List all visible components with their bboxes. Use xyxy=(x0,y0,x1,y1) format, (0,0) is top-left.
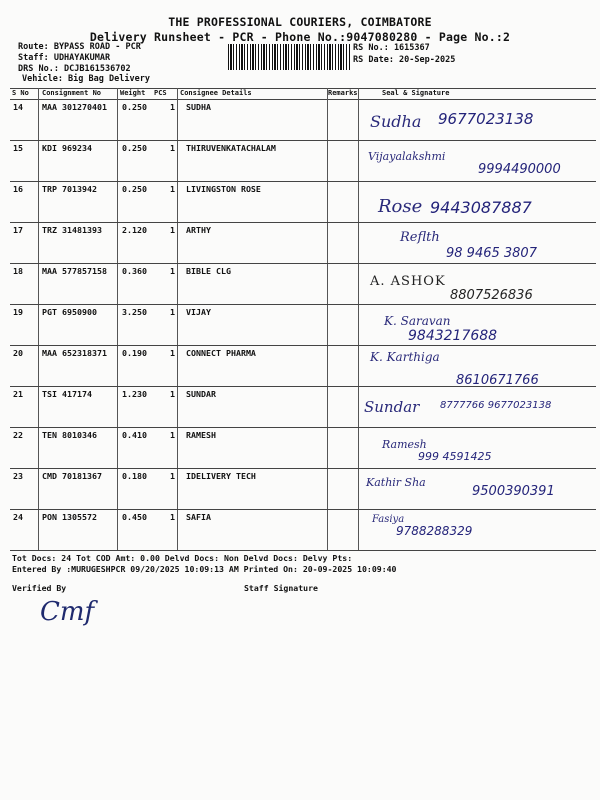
col-header-remarks: Remarks xyxy=(328,89,358,97)
row-consignment: MAA 577857158 xyxy=(42,266,107,276)
row-weight: 0.190 xyxy=(122,348,147,358)
row-weight: 0.250 xyxy=(122,102,147,112)
row-sno: 20 xyxy=(13,348,23,358)
signature-phone: 8777766 9677023138 xyxy=(440,400,552,411)
runsheet-subtitle: Delivery Runsheet - PCR - Phone No.:9047080280 - Page No.:2 xyxy=(89,30,511,44)
col-header-pcs: PCS xyxy=(154,89,167,97)
row-consignee: SUDHA xyxy=(186,102,211,112)
signature-phone: 9443087887 xyxy=(430,198,532,217)
signature-phone: 9677023138 xyxy=(438,110,534,128)
rs-date: RS Date: 20-Sep-2025 xyxy=(353,55,456,65)
row-sno: 16 xyxy=(13,184,23,194)
col-header-consignment: Consignment No xyxy=(42,89,102,97)
signature-phone: 8807526836 xyxy=(450,288,533,303)
row-weight: 0.250 xyxy=(122,184,147,194)
row-consignment: TEN 8010346 xyxy=(42,430,97,440)
signature-phone: 9788288329 xyxy=(396,524,473,538)
row-consignment: TRZ 31481393 xyxy=(42,225,102,235)
col-header-consignee: Consignee Details xyxy=(180,89,252,97)
signature: Rose xyxy=(378,196,423,217)
row-pcs: 1 xyxy=(170,512,175,522)
row-pcs: 1 xyxy=(170,430,175,440)
signature: K. Saravan xyxy=(384,314,451,328)
signature-phone: 8610671766 xyxy=(456,373,539,388)
verified-by-label: Verified By xyxy=(12,583,67,593)
col-divider xyxy=(358,88,359,550)
row-divider xyxy=(10,140,596,141)
row-consignee: VIJAY xyxy=(186,307,211,317)
row-consignee: LIVINGSTON ROSE xyxy=(186,184,261,194)
row-sno: 24 xyxy=(13,512,23,522)
row-consignee: SUNDAR xyxy=(186,389,216,399)
row-consignee: RAMESH xyxy=(186,430,216,440)
row-sno: 19 xyxy=(13,307,23,317)
company-title: THE PROFESSIONAL COURIERS, COIMBATORE xyxy=(168,15,432,29)
row-pcs: 1 xyxy=(170,102,175,112)
row-weight: 0.360 xyxy=(122,266,147,276)
row-consignee: ARTHY xyxy=(186,225,211,235)
signature: A. ASHOK xyxy=(370,274,446,289)
header-divider xyxy=(10,99,596,100)
row-weight: 0.250 xyxy=(122,143,147,153)
row-divider xyxy=(10,427,596,428)
col-divider xyxy=(177,88,178,550)
signature: Kathir Sha xyxy=(366,476,426,489)
row-weight: 1.230 xyxy=(122,389,147,399)
row-weight: 3.250 xyxy=(122,307,147,317)
row-sno: 22 xyxy=(13,430,23,440)
row-sno: 18 xyxy=(13,266,23,276)
row-consignment: PON 1305572 xyxy=(42,512,97,522)
row-sno: 23 xyxy=(13,471,23,481)
signature-phone: 9994490000 xyxy=(478,162,561,177)
row-consignee: BIBLE CLG xyxy=(186,266,231,276)
row-sno: 15 xyxy=(13,143,23,153)
vehicle-label: Vehicle: Big Bag Delivery xyxy=(22,74,150,84)
row-divider xyxy=(10,181,596,182)
row-consignee: THIRUVENKATACHALAM xyxy=(186,143,276,153)
row-weight: 0.450 xyxy=(122,512,147,522)
col-header-signature: Seal & Signature xyxy=(382,89,450,97)
signature-phone: 98 9465 3807 xyxy=(446,246,537,261)
col-header-weight: Weight xyxy=(120,89,146,97)
row-pcs: 1 xyxy=(170,348,175,358)
staff-label: Staff: UDHAYAKUMAR xyxy=(18,53,111,63)
barcode xyxy=(228,44,350,70)
row-pcs: 1 xyxy=(170,143,175,153)
signature: Fasiya xyxy=(372,514,405,525)
signature: Ramesh xyxy=(382,438,427,451)
row-weight: 0.410 xyxy=(122,430,147,440)
row-pcs: 1 xyxy=(170,307,175,317)
row-divider xyxy=(10,345,596,346)
row-pcs: 1 xyxy=(170,184,175,194)
col-divider xyxy=(117,88,118,550)
row-divider xyxy=(10,509,596,510)
row-divider xyxy=(10,304,596,305)
drs-number: DRS No.: DCJB161536702 xyxy=(18,64,131,74)
col-header-sno: S No xyxy=(12,89,29,97)
entered-by-line: Entered By :MURUGESHPCR 09/20/2025 10:09:13 AM Printed On: 20-09-2025 10:09:40 xyxy=(12,564,397,574)
row-weight: 2.120 xyxy=(122,225,147,235)
signature-phone: 999 4591425 xyxy=(418,450,492,463)
row-consignment: CMD 70181367 xyxy=(42,471,102,481)
row-consignee: CONNECT PHARMA xyxy=(186,348,256,358)
signature: Vijayalakshmi xyxy=(368,150,446,163)
row-divider xyxy=(10,468,596,469)
totals-line: Tot Docs: 24 Tot COD Amt: 0.00 Delvd Docs: Non Delvd Docs: Delvy Pts: xyxy=(12,553,353,563)
signature-phone: 9843217688 xyxy=(408,328,498,344)
verifier-signature: Cmf xyxy=(40,597,95,627)
signature: Sudha xyxy=(370,112,422,131)
row-consignment: MAA 301270401 xyxy=(42,102,107,112)
row-pcs: 1 xyxy=(170,266,175,276)
row-divider xyxy=(10,222,596,223)
signature: Reflth xyxy=(400,230,440,245)
signature-phone: 9500390391 xyxy=(472,484,555,499)
rs-number: RS No.: 1615367 xyxy=(353,43,430,53)
row-consignee: SAFIA xyxy=(186,512,211,522)
row-weight: 0.180 xyxy=(122,471,147,481)
row-consignment: KDI 969234 xyxy=(42,143,92,153)
table-bottom-border xyxy=(10,550,596,551)
route-label: Route: BYPASS ROAD - PCR xyxy=(18,42,141,52)
row-consignment: TRP 7013942 xyxy=(42,184,97,194)
row-pcs: 1 xyxy=(170,225,175,235)
runsheet-table xyxy=(10,88,596,550)
row-consignment: PGT 6950900 xyxy=(42,307,97,317)
row-consignee: IDELIVERY TECH xyxy=(186,471,256,481)
col-divider xyxy=(38,88,39,550)
row-sno: 21 xyxy=(13,389,23,399)
staff-signature-label: Staff Signature xyxy=(244,583,318,593)
row-divider xyxy=(10,263,596,264)
col-divider xyxy=(327,88,328,550)
signature: K. Karthiga xyxy=(370,350,440,364)
row-sno: 14 xyxy=(13,102,23,112)
row-pcs: 1 xyxy=(170,471,175,481)
signature: Sundar xyxy=(364,398,420,416)
row-pcs: 1 xyxy=(170,389,175,399)
row-consignment: TSI 417174 xyxy=(42,389,92,399)
row-consignment: MAA 652318371 xyxy=(42,348,107,358)
row-sno: 17 xyxy=(13,225,23,235)
